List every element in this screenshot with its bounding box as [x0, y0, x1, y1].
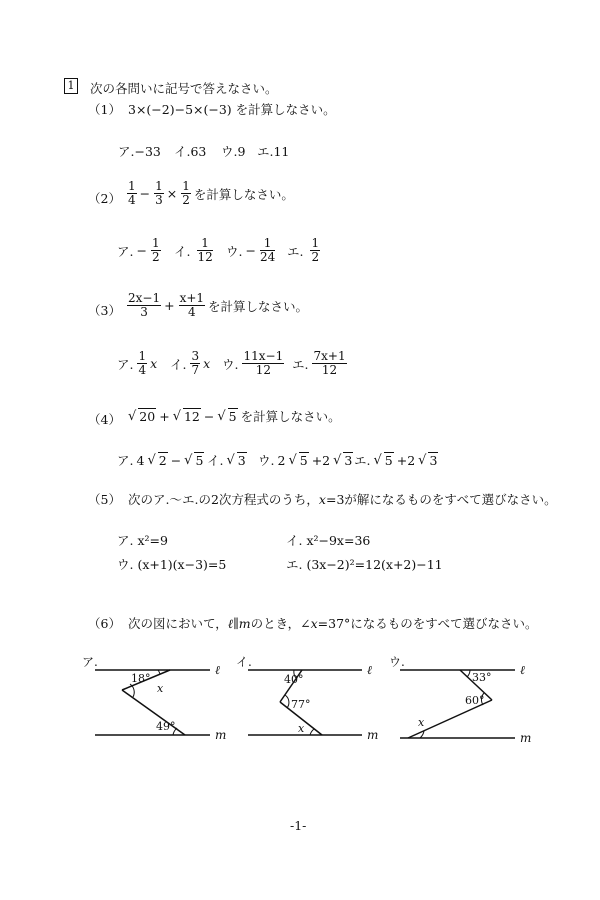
q4-choice-a: ア. 4 √ 2 − √ 5 — [117, 452, 204, 468]
figure-b-l-label: ℓ — [367, 663, 372, 677]
q3-fraction-1: 2x−1 3 — [128, 291, 161, 319]
q6-figure-b — [236, 655, 378, 742]
figure-b-angle-2: 77° — [291, 698, 311, 711]
q5-choice-d: エ. (3x−2)²=12(x+2)−11 — [286, 557, 443, 572]
q4-radicand-1: 20 — [139, 409, 156, 424]
q1-number: （1） — [88, 102, 121, 117]
q6-figure-a — [82, 655, 226, 742]
q2-prompt: を計算しなさい。 — [193, 186, 294, 202]
figure-a-angle-1: 18° — [131, 672, 151, 685]
figure-c-m-label: m — [520, 731, 532, 745]
q6-question: 次の図において，ℓ∥mのとき，∠x=37°になるものをすべて選びなさい。 — [128, 616, 538, 631]
figure-a-label: ア. — [82, 655, 98, 669]
q5-choice-b: イ. x²−9x=36 — [286, 533, 371, 548]
q4-question: √ 20 + √ 12 − √ 5 を計算しなさい。 — [128, 408, 341, 424]
q2-choice-c: ウ. − $\frac{1}{24}$ — [226, 236, 276, 264]
q1-choice-c: ウ.9 — [221, 144, 246, 159]
q2-choice-a: ア. − $\frac{1}{2}$ — [117, 236, 160, 264]
q6-figures — [0, 640, 600, 760]
figure-a-angle-2: 49° — [156, 720, 176, 733]
q4-prompt: を計算しなさい。 — [240, 409, 341, 424]
q2-operator-2: × — [166, 186, 178, 201]
figure-a-l-label: ℓ — [215, 663, 220, 677]
q5-choice-a: ア. x²=9 — [117, 533, 168, 548]
q3-prompt: を計算しなさい。 — [208, 298, 309, 314]
q5-number: （5） — [88, 492, 121, 507]
q3-choice-a: ア. 1 4 x — [117, 349, 158, 377]
q1-choice-b: イ.63 — [174, 144, 207, 159]
q2-choice-b: イ. 1 12 — [174, 236, 213, 264]
q1-prompt: を計算しなさい。 — [235, 102, 336, 117]
q4-radicand-2: 12 — [183, 409, 200, 424]
q3-number: （3） — [88, 303, 121, 318]
section-number-box: 1 — [64, 78, 78, 94]
q2-fraction-1: 1 4 — [128, 179, 136, 207]
q3-choice-b: イ. 3 7 x — [170, 349, 211, 377]
page-number: -1- — [290, 818, 307, 833]
q4-choice-b: イ. √ 3 — [207, 452, 246, 468]
q5-question: 次のア.～エ.の2次方程式のうち，x=3が解になるものをすべて選びなさい。 — [128, 492, 557, 507]
q4-radicand-3: 5 — [228, 409, 237, 424]
q5-choice-c: ウ. (x+1)(x−3)=5 — [117, 557, 227, 572]
figure-c-label: ウ. — [389, 655, 405, 669]
q2-number: （2） — [88, 191, 121, 206]
q3-choice-c: ウ. 11x−1 12 — [222, 349, 284, 377]
figure-c-l-label: ℓ — [520, 663, 525, 677]
q4-number: （4） — [88, 412, 121, 427]
figure-c-x-label: x — [418, 716, 425, 729]
figure-a-segment-2 — [122, 690, 185, 735]
figure-b-x-label: x — [298, 722, 305, 735]
q2-operator-1: − — [139, 186, 151, 201]
q1-expression: 3×(−2)−5×(−3) — [128, 102, 232, 117]
q1-choice-d: エ.11 — [257, 144, 290, 159]
figure-c-angle-2: 60° — [465, 694, 485, 707]
q2-fraction-3: $\frac{1}{2}$ — [182, 179, 190, 207]
q3-choice-d: エ. 7x+1 12 — [292, 349, 346, 377]
figure-b-label: イ. — [236, 655, 252, 669]
figure-a-m-label: m — [215, 728, 227, 742]
q2-fraction-2: $\frac{1}{3}$ — [155, 179, 163, 207]
figure-b-m-label: m — [367, 728, 379, 742]
figure-c-angle-1: 33° — [472, 671, 492, 684]
q4-choice-d: エ. √ 5 +2 √ 3 — [354, 452, 438, 468]
q6-number: （6） — [88, 616, 121, 631]
q4-choice-c: ウ. 2 √ 5 +2 √ 3 — [258, 452, 353, 468]
q6-figure-c — [389, 655, 531, 745]
q2-question — [126, 180, 297, 207]
section-instruction: 次の各問いに記号で答えなさい。 — [90, 81, 278, 96]
q2-choice-d: エ. 1 2 — [287, 236, 320, 264]
q1-question — [128, 100, 336, 118]
q1-choice-a: ア.−33 — [118, 144, 161, 159]
q3-fraction-2: $\frac{x+1}{4}$ — [179, 291, 205, 319]
figure-b-angle-1: 40° — [284, 673, 304, 686]
figure-a-x-label: x — [157, 682, 164, 695]
q3-operator: + — [164, 298, 175, 313]
q3-question — [126, 292, 311, 319]
